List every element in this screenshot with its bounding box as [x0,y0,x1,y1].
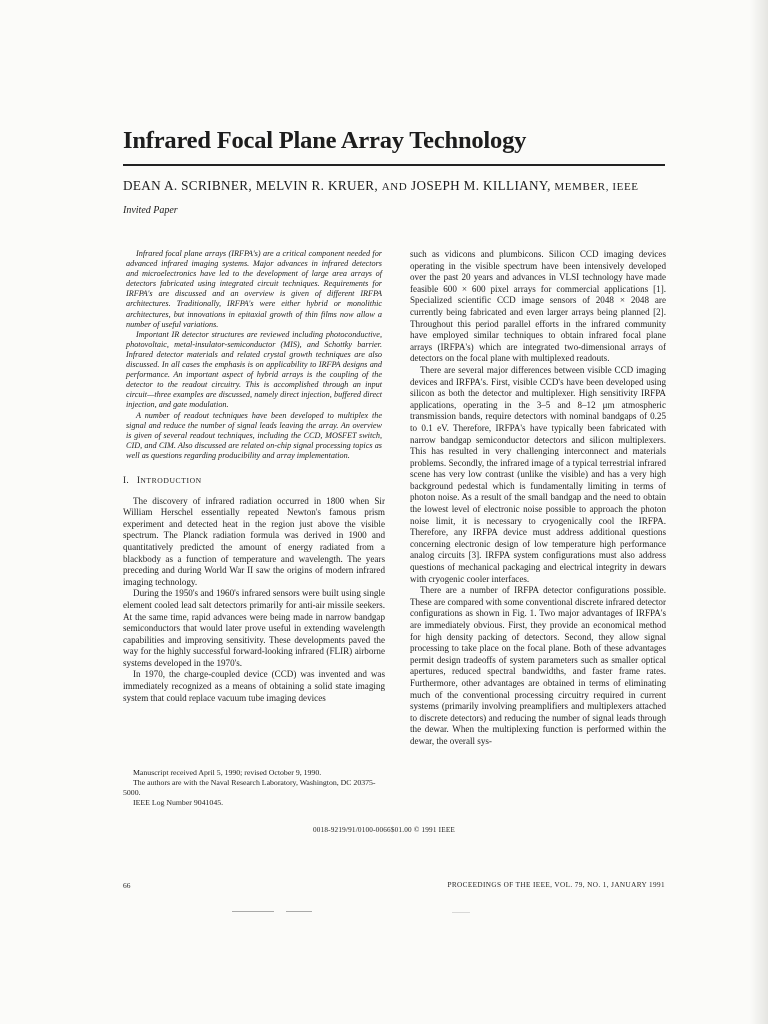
footnotes [123,768,385,808]
footnote: Manuscript received April 5, 1990; revised October 9, 1990. [133,768,322,777]
author-last: JOSEPH M. KILLIANY, [411,178,551,193]
left-column [123,249,385,704]
author-and: AND [381,181,408,193]
page-number: 66 [123,881,131,890]
abstract-paragraph: Infrared focal plane arrays (IRFPA's) are a critical component needed for advanced infrared imaging systems. Major advances in infrared detectors and microelectronics have led to the development of large area arrays of detectors fabricated using integrated circuit techniques. Requirements for IRFPA's are discussed and an overview is given of different IRFPA architectures. Traditionally, IRFPA's were either hybrid or monolithic architectures, but innovations in epitaxial growth of thin films now allow a number of useful variations. [126,249,382,329]
body-paragraph: In 1970, the charge-coupled device (CCD) was invented and was immediately recognized as a means of obtaining a solid state imaging system that could replace vacuum tube imaging devices [123,669,385,703]
scan-artifact [232,911,274,912]
scan-artifact [452,912,470,913]
body-paragraph: The discovery of infrared radiation occurred in 1800 when Sir William Herschel essentially repeated Newton's famous prism experiment and detected heat in the region just above the visible spectrum. The Planck radiation formula was derived in 1900 and quantitatively predicted the amount of energy radiated from a blackbody as a function of temperature and wavelength. The years preceding and during World War II saw the origins of modern infrared imaging technology. [123,495,385,587]
section-title-initial: I [136,475,141,486]
copyright-line: 0018-9219/91/0100-0066$01.00 © 1991 IEEE [312,826,456,834]
invited-paper-label: Invited Paper [123,205,178,216]
body-paragraph: During the 1950's and 1960's infrared sensors were built using single element cooled lead salt detectors primarily for anti-air missile seekers. At the same time, rapid advances were being made in narrow bandgap semiconductors that would later prove useful in extending wavelength capabilities and improving sensitivity. These developments paved the way for the highly successful forward-looking infrared (FLIR) airborne systems developed in the 1970's. [123,588,385,668]
scan-artifact [286,911,312,912]
body-paragraph: There are a number of IRFPA detector configurations possible. These are compared with some conventional discrete infrared detector configurations as shown in Fig. 1. Two major advantages of IRFPA's are immediately obvious. First, they provide an economical method for high density packing of detectors. Second, they allow signal processing to take place on the focal plane. Both of these advantages permit design tradeoffs of system parameters such as smaller optical apertures, reduced spectral bandwidths, and faster frame rates. Furthermore, other advantages are obtained in terms of eliminating much of the conventional processing circuitry required in current systems (primarily involving preamplifiers and multiplexers attached to discrete detectors) and reducing the number of signal leads through the dewar. When the multiplexing function is performed within the dewar, the overall sys- [410,585,666,746]
footnote: IEEE Log Number 9041045. [133,798,224,807]
scan-edge-shadow [750,0,768,1024]
page-title: Infrared Focal Plane Array Technology [123,127,527,154]
body-paragraph: such as vidicons and plumbicons. Silicon CCD imaging devices operating in the visible spectrum have been intensively developed over the past 20 years and advances in VLSI technology have made feasible 600 × 600 pixel arrays for commercial applications [1]. Specialized scientific CCD image sensors of 2048 × 2048 are currently being fabricated and even larger arrays being planned [2]. Throughout this period parallel efforts in the infrared community have employed similar techniques to obtain infrared focal plane arrays (IRFPA's) which are integrated two-dimensional arrays of detectors on the focal plane with multiplexed readouts. [410,249,666,364]
author-names: DEAN A. SCRIBNER, MELVIN R. KRUER, [123,178,379,193]
title-rule [123,164,665,166]
section-heading [123,475,385,488]
running-footer: PROCEEDINGS OF THE IEEE, VOL. 79, NO. 1, JANUARY 1991 [447,881,665,889]
section-number: I. [123,475,130,486]
section-title-rest: NTRODUCTION [140,475,202,485]
right-column [410,249,666,748]
abstract-paragraph: A number of readout techniques have been developed to multiplex the signal and reduce the number of signal leads leaving the array. An overview is given of several readout techniques, including the CCD, MOSFET switch, CID, and CIM. Also discussed are related on-chip signal processing topics as well as questions regarding producibility and array implementation. [126,410,382,460]
abstract-paragraph: Important IR detector structures are reviewed including photoconductive, photovoltaic, metal-insulator-semiconductor (MIS), and Schottky barrier. Infrared detector materials and related crystal growth techniques are also discussed. In all cases the emphasis is on applicability to IRFPA designs and performance. An important aspect of hybrid arrays is the coupling of the detector to the readout circuitry. This is accomplished through an input circuit—three examples are discussed, namely direct injection, buffered direct injection, and gate modulation. [126,329,382,410]
footnote: The authors are with the Naval Research Laboratory, Washington, DC 20375-5000. [123,778,376,797]
author-member: MEMBER, IEEE [554,181,639,193]
author-line [123,178,683,194]
body-paragraph: There are several major differences between visible CCD imaging devices and IRFPA's. First, visible CCD's have been developed using silicon as both the detector and multiplexer. High sensitivity IRFPA applications, operating in the 3–5 and 8–12 μm atmospheric transmission bands, require detectors with nominal bandgaps of 0.25 to 0.1 eV. Therefore, IRFPA's have typically been fabricated with narrow bandgap semiconductor detectors and silicon multiplexers. This has resulted in very challenging interconnect and materials problems. Secondly, the infrared image of a typical terrestrial infrared scene has very low contrast (unlike the visible) and has a very high background pedestal which is fundamentally limiting in terms of photon noise. As a result of the small bandgap and the need to obtain the lowest level of electronic noise possible to approach the photon noise limit, it is necessary to cryogenically cool the IRFPA. Therefore, any IRFPA device must address additional questions concerning electronic design of low temperature high performance analog circuits [3]. IRFPA system configurations must also address questions of mechanical packaging and electrical integrity in dewars with cryogenic cooler interfaces. [410,364,666,584]
abstract [123,249,385,461]
